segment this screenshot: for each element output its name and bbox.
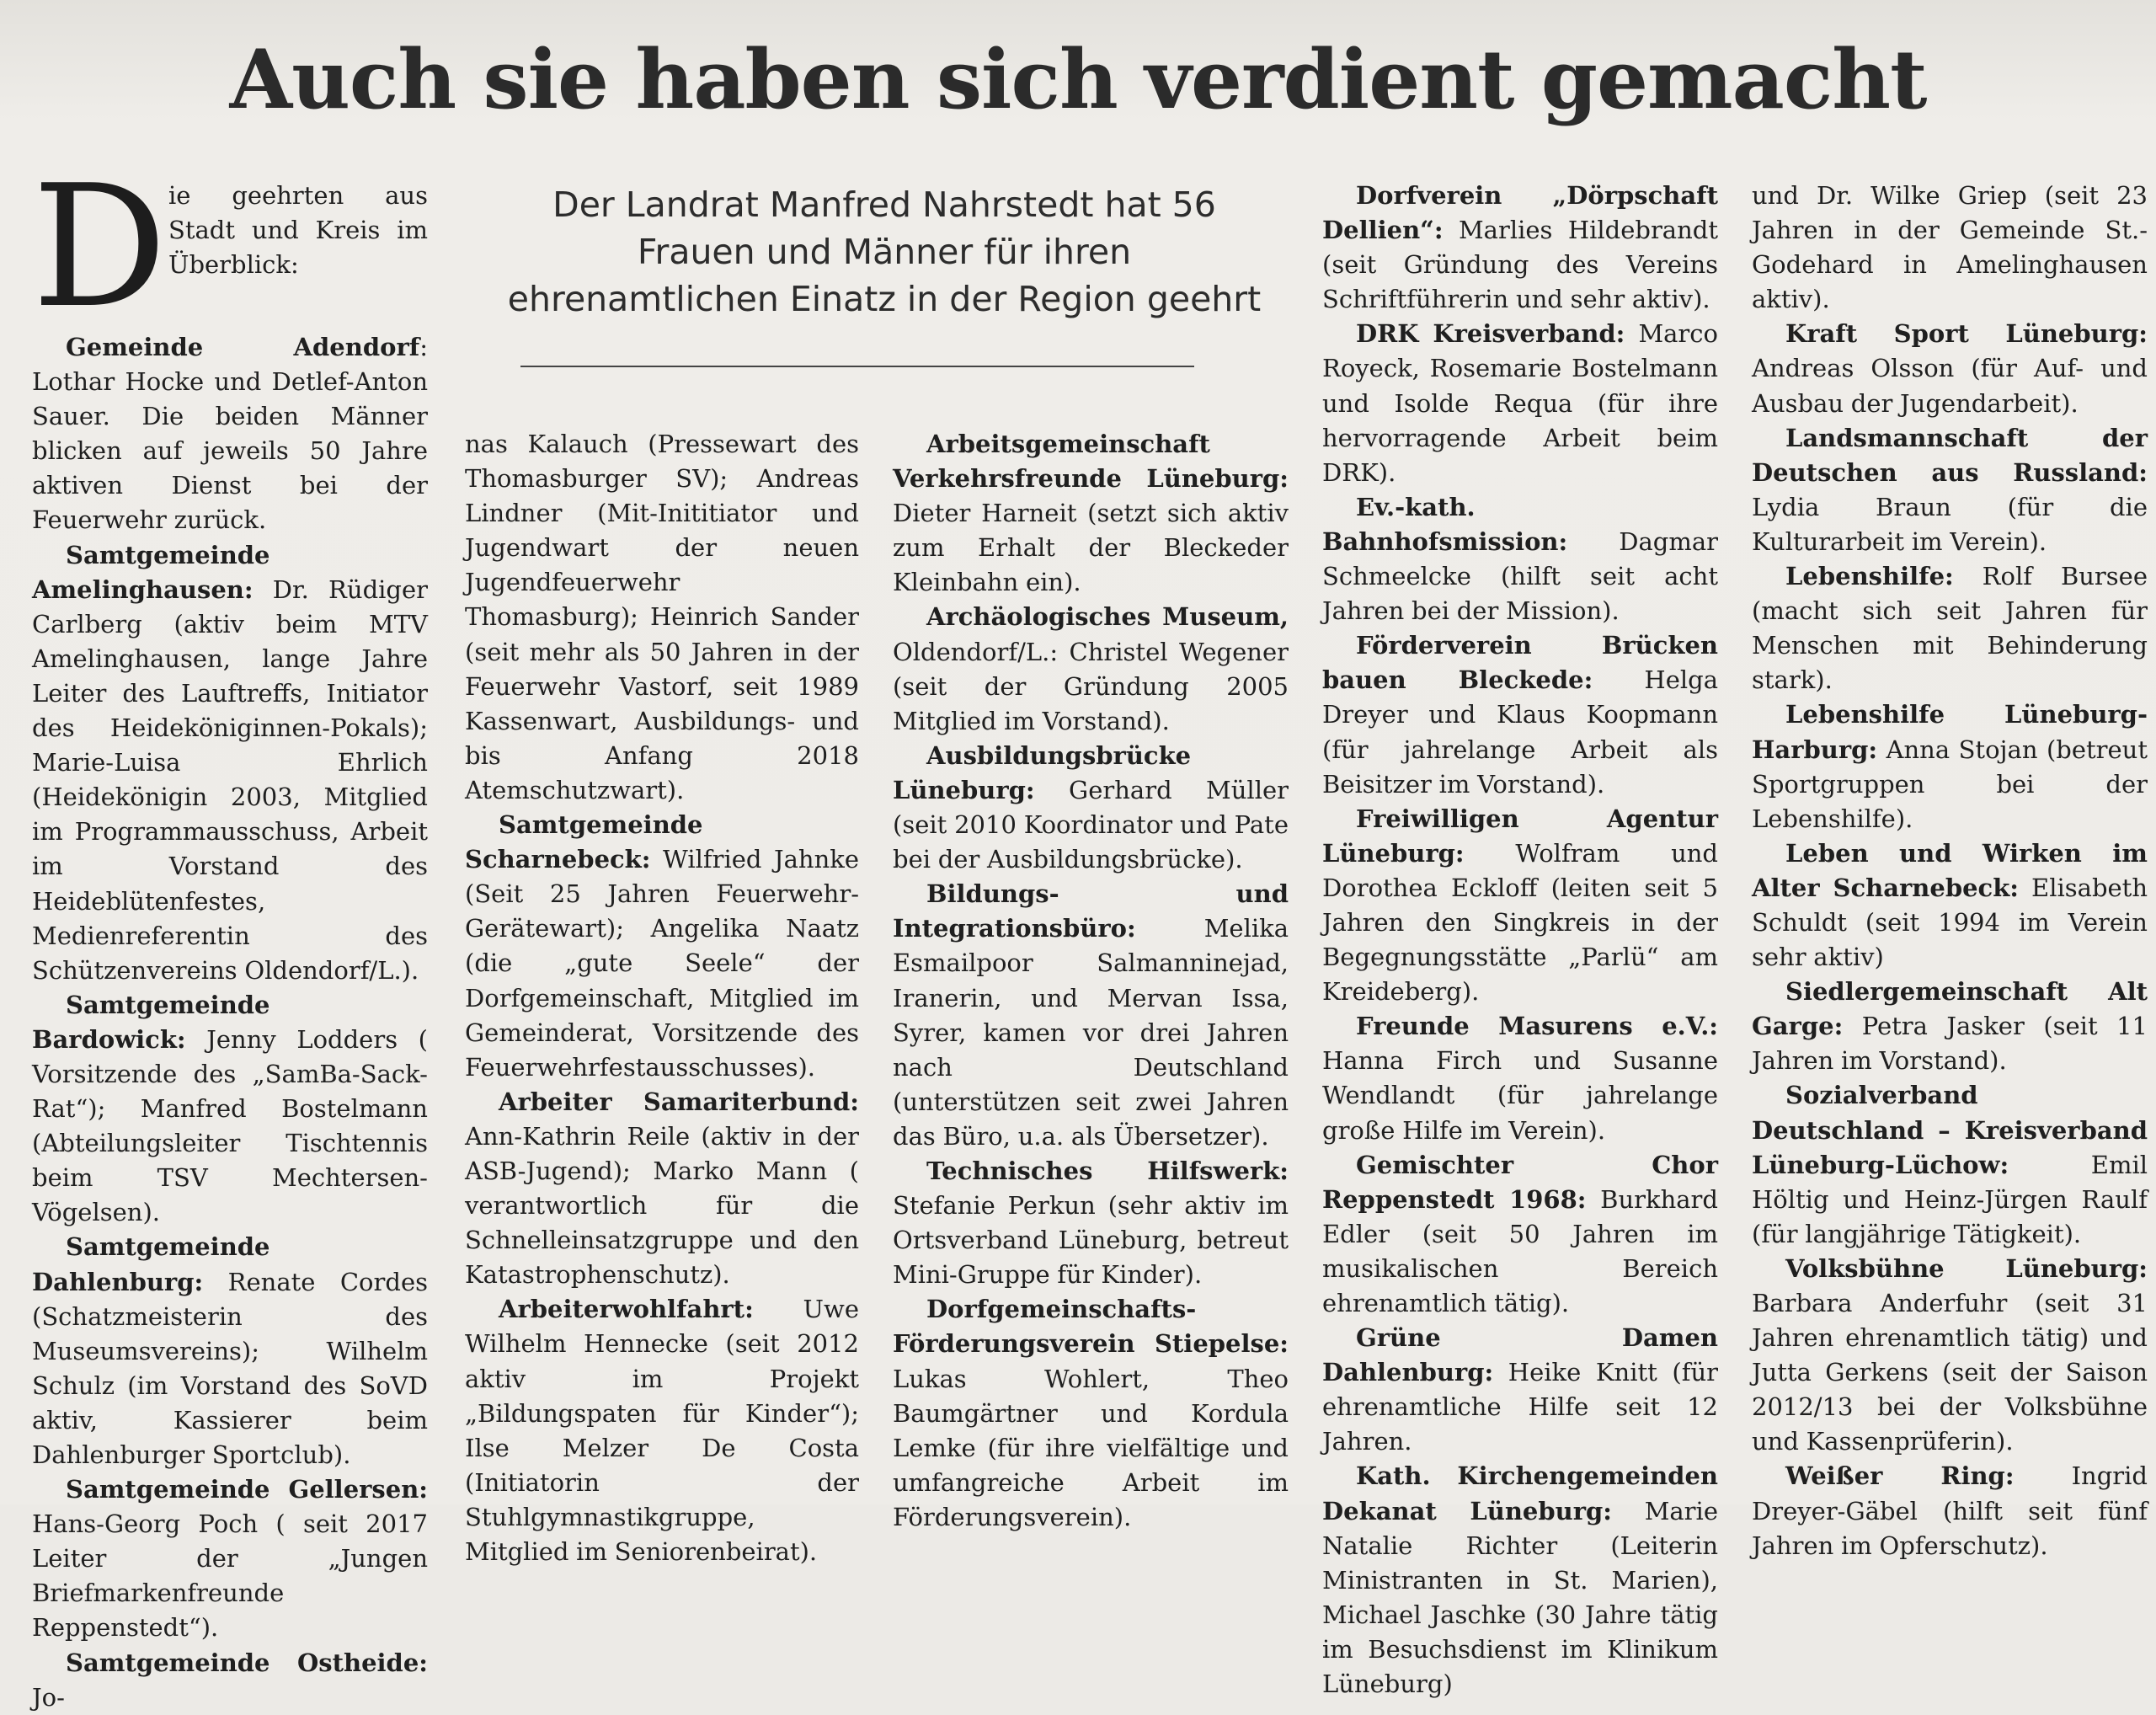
headline: Auch sie haben sich verdient gemacht	[229, 32, 1927, 127]
entry-heading: Ausbildungsbrücke Lüneburg:	[893, 740, 1192, 804]
entry-text: Melika Esmailpoor Salmanninejad, Iranerin, und Mervan Issa, Syrer, kamen vor drei Jahren nach Deutschland (unterstützen seit zwei Jahren das Büro, u.a. als Übersetzer).	[893, 914, 1289, 1151]
entry-text: Andreas Olsson (für Auf- und Ausbau der Jugendarbeit).	[1752, 354, 2148, 418]
entry	[1752, 559, 2148, 697]
entry-text: und Dr. Wilke Griep (seit 23 Jahren in der Gemeinde St.-Godehard in Amelinghausen aktiv).	[1752, 181, 2148, 314]
entry-heading: Samtgemeinde Ostheide:	[66, 1648, 428, 1677]
entry	[893, 739, 1289, 877]
entry-text: Dieter Harneit (setzt sich aktiv zum Erhalt der Bleckeder Kleinbahn ein).	[893, 499, 1289, 597]
entry-text: Lydia Braun (für die Kulturarbeit im Verein).	[1752, 492, 2148, 556]
entry-heading: Lebenshilfe Lüneburg-Harburg:	[1752, 700, 2148, 764]
entry	[1322, 317, 1718, 489]
entry	[32, 538, 428, 988]
entry-continued	[1752, 179, 2148, 317]
lead-subheading: Der Landrat Manfred Nahrstedt hat 56 Frauen und Männer für ihren ehrenamtlichen Einatz in der Region geehrt	[507, 184, 1262, 319]
entry-text: Jenny Lodders ( Vorsitzende des „SamBa-Sack-Rat“); Manfred Bostelmann (Abteilungsleiter Tischtennis beim TSV Mechtersen-Vögelsen).	[32, 1024, 428, 1227]
entry-text: Oldendorf/L.: Christel Wegener (seit der Gründung 2005 Mitglied im Vorstand).	[893, 637, 1289, 735]
entry-heading: Kraft Sport Lüneburg:	[1785, 319, 2148, 349]
entry-text: Emil Höltig und Heinz-Jürgen Raulf (für langjährige Tätigkeit).	[1752, 1150, 2148, 1248]
entry	[32, 1230, 428, 1472]
entry-text: Lukas Wohlert, Theo Baumgärtner und Kordula Lemke (für ihre vielfältige und umfangreiche Arbeit im Förderungsverein).	[893, 1364, 1289, 1531]
entry-text: Marco Royeck, Rosemarie Bostelmann und Isolde Requa (für ihre hervorragende Arbeit beim DRK).	[1322, 319, 1718, 487]
entry	[1322, 179, 1718, 317]
column-3	[893, 427, 1289, 1535]
entry-heading: Arbeiter Samariterbund:	[499, 1087, 859, 1116]
entry-heading: Technisches Hilfswerk:	[926, 1156, 1289, 1185]
entry-text: Elisabeth Schuldt (seit 1994 im Verein sehr aktiv)	[1752, 873, 2148, 972]
entry	[1752, 1252, 2148, 1460]
entry-heading: Arbeitsgemeinschaft Verkehrsfreunde Lüneburg:	[893, 430, 1289, 494]
entry-heading: Dorfverein „Dörpschaft Dellien“:	[1322, 181, 1718, 245]
entry-heading: Weißer Ring:	[1785, 1461, 2015, 1491]
entry-continued	[465, 427, 859, 808]
entry-text: Gerhard Müller (seit 2010 Koordinator und Pate bei der Ausbildungsbrücke).	[893, 775, 1289, 874]
entry	[1322, 802, 1718, 1010]
entry	[893, 427, 1289, 600]
entry-heading: Dorfgemeinschafts-Förderungsverein Stiepelse:	[893, 1295, 1289, 1359]
entry-text: Barbara Anderfuhr (seit 31 Jahren ehrenamtlich tätig) und Jutta Gerkens (seit der Saison 2012/13 bei der Volksbühne und Kassenprüferin).	[1752, 1289, 2148, 1456]
entry-heading: Förderverein Brücken bauen Bleckede:	[1322, 631, 1718, 695]
intro-block	[32, 149, 428, 345]
entry-text: Rolf Bursee (macht sich seit Jahren für Menschen mit Behinderung stark).	[1752, 562, 2148, 695]
entry-heading: Sozialverband Deutschland – Kreisverband Lüneburg-Lüchow:	[1752, 1081, 2148, 1179]
entry-heading: Gemischter Chor Reppenstedt 1968:	[1322, 1150, 1718, 1214]
intro-text: ie geehrten aus Stadt und Kreis im Überblick:	[168, 181, 428, 280]
entry-heading: Samtgemeinde Scharnebeck:	[465, 810, 703, 874]
entry	[1752, 421, 2148, 559]
entry	[893, 1292, 1289, 1535]
entry-text: Marlies Hildebrandt (seit Gründung des Vereins Schriftführerin und sehr aktiv).	[1322, 216, 1718, 314]
entry	[1752, 1459, 2148, 1563]
entry	[465, 1292, 859, 1569]
entry	[1322, 628, 1718, 801]
entry-text: Dagmar Schmeelcke (hilft seit acht Jahren bei der Mission).	[1322, 526, 1718, 626]
entry-text: Uwe Wilhelm Hennecke (seit 2012 aktiv im Projekt „Bildungspaten für Kinder“); Ilse Melzer De Costa (Initiatorin der Stuhlgymnastikgruppe, Mitglied im Seniorenbeirat).	[465, 1295, 859, 1566]
entry-heading: Archäologisches Museum,	[926, 602, 1289, 632]
entry-text: Ingrid Dreyer-Gäbel (hilft seit fünf Jahren im Opferschutz).	[1752, 1461, 2148, 1560]
entry-heading: Volksbühne Lüneburg:	[1785, 1253, 2148, 1283]
entry-text: Jo-	[32, 1682, 65, 1712]
entry-text: Renate Cordes (Schatzmeisterin des Museumsvereins); Wilhelm Schulz (im Vorstand des SoVD aktiv, Kassierer beim Dahlenburger Sportclub).	[32, 1267, 428, 1469]
column-4	[1322, 179, 1718, 1702]
entry	[1752, 697, 2148, 836]
entry-text: Dr. Rüdiger Carlberg (aktiv beim MTV Amelinghausen, lange Jahre Leiter des Lauftreffs, Initiator des Heideköniginnen-Pokals); Marie-Luisa Ehrlich (Heidekönigin 2003, Mitglied im Programmausschuss, Arbeit im Vorstand des Heideblütenfestes, Medienreferentin des Schützenvereins Oldendorf/L.).	[32, 574, 428, 985]
entry-text: Heike Knitt (für ehrenamtliche Hilfe seit 12 Jahren.	[1322, 1358, 1718, 1456]
entry-text: nas Kalauch (Pressewart des Thomasburger SV); Andreas Lindner (Mit-Inititiator und Jugendwart der neuen Jugendfeuerwehr Thomasburg); Heinrich Sander (seit mehr als 50 Jahren in der Feuerwehr Vastorf, seit 1989 Kassenwart, Ausbildungs- und bis Anfang 2018 Atemschutzwart).	[465, 430, 859, 804]
entry	[893, 1154, 1289, 1292]
column-5	[1752, 179, 2148, 1563]
entry-heading: Lebenshilfe:	[1785, 562, 1954, 591]
drop-cap: D	[32, 149, 168, 345]
entry-text: Petra Jasker (seit 11 Jahren im Vorstand).	[1752, 1012, 2148, 1076]
entry-heading: Freiwilligen Agentur Lüneburg:	[1322, 804, 1718, 868]
entry-text: : Lothar Hocke und Detlef-Anton Sauer. Die beiden Männer blicken auf jeweils 50 Jahre aktiven Dienst bei der Feuerwehr zurück.	[32, 333, 428, 535]
entry	[32, 1472, 428, 1645]
entry-text: Hans-Georg Poch ( seit 2017 Leiter der „Jungen Briefmarkenfreunde Reppenstedt“).	[32, 1509, 428, 1643]
entry-text: Anna Stojan (betreut Sportgruppen bei der Lebenshilfe).	[1752, 735, 2148, 833]
entry	[32, 330, 428, 538]
entry-heading: Siedlergemeinschaft Alt Garge:	[1752, 977, 2148, 1041]
entry-heading: DRK Kreisverband:	[1356, 319, 1625, 349]
entry	[1752, 317, 2148, 420]
entry	[893, 877, 1289, 1154]
entry	[465, 1085, 859, 1293]
entry	[1752, 975, 2148, 1078]
lead-rule	[520, 366, 1194, 367]
entry	[1322, 490, 1718, 628]
entry-heading: Freunde Masurens e.V.:	[1356, 1012, 1718, 1041]
entry	[1322, 1459, 1718, 1702]
entry-heading: Grüne Damen Dahlenburg:	[1322, 1323, 1718, 1387]
entry	[1752, 1078, 2148, 1251]
entry-text: Helga Dreyer und Klaus Koopmann (für jahrelange Arbeit als Beisitzer im Vorstand).	[1322, 665, 1718, 799]
entry	[893, 600, 1289, 738]
entry-heading: Samtgemeinde Bardowick:	[32, 990, 270, 1054]
entry	[1752, 836, 2148, 975]
column-1	[32, 330, 428, 1715]
entry-heading: Samtgemeinde Gellersen:	[66, 1475, 428, 1504]
entry-heading: Arbeiterwohlfahrt:	[499, 1295, 754, 1324]
entry-heading: Ev.-kath. Bahnhofsmission:	[1322, 492, 1568, 556]
entry-heading: Samtgemeinde Dahlenburg:	[32, 1232, 270, 1296]
entry	[32, 1646, 428, 1715]
entry-heading: Leben und Wirken im Alter Scharnebeck:	[1752, 838, 2148, 902]
entry-heading: Gemeinde Adendorf	[66, 333, 420, 361]
entry-text: Burkhard Edler (seit 50 Jahren im musikalischen Bereich ehrenamtlich tätig).	[1322, 1184, 1718, 1317]
entry-text: Marie Natalie Richter (Leiterin Ministranten in St. Marien), Michael Jaschke (30 Jahre tätig im Besuchsdienst im Klinikum Lüneburg)	[1322, 1496, 1718, 1699]
entry-text: Wolfram und Dorothea Eckloff (leiten seit 5 Jahren den Singkreis in der Begegnungsstätte „Parlü“ am Kreideberg).	[1322, 838, 1718, 1007]
entry-text: Ann-Kathrin Reile (aktiv in der ASB-Jugend); Marko Mann ( verantwortlich für die Schnelleinsatzgruppe und den Katastrophenschutz).	[465, 1121, 859, 1290]
entry-heading: Bildungs- und Integrationsbüro:	[893, 879, 1289, 943]
entry-text: Stefanie Perkun (sehr aktiv im Ortsverband Lüneburg, betreut Mini-Gruppe für Kinder).	[893, 1191, 1289, 1290]
entry-text: Hanna Firch und Susanne Wendlandt (für jahrelange große Hilfe im Verein).	[1322, 1046, 1718, 1145]
entry	[1322, 1009, 1718, 1147]
entry	[32, 988, 428, 1231]
entry-heading: Kath. Kirchengemeinden Dekanat Lüneburg:	[1322, 1461, 1718, 1525]
entry	[1322, 1321, 1718, 1459]
entry-heading: Samtgemeinde Amelinghausen:	[32, 540, 270, 604]
entry	[1322, 1148, 1718, 1321]
entry-heading: Landsmannschaft der Deutschen aus Russland:	[1752, 423, 2148, 487]
column-2	[465, 427, 859, 1569]
entry	[465, 808, 859, 1085]
entry-text: Wilfried Jahnke (Seit 25 Jahren Feuerwehr-Gerätewart); Angelika Naatz (die „gute Seele“ der Dorfgemeinschaft, Mitglied im Gemeinderat, Vorsitzende des Feuerwehrfestausschusses).	[465, 845, 859, 1082]
